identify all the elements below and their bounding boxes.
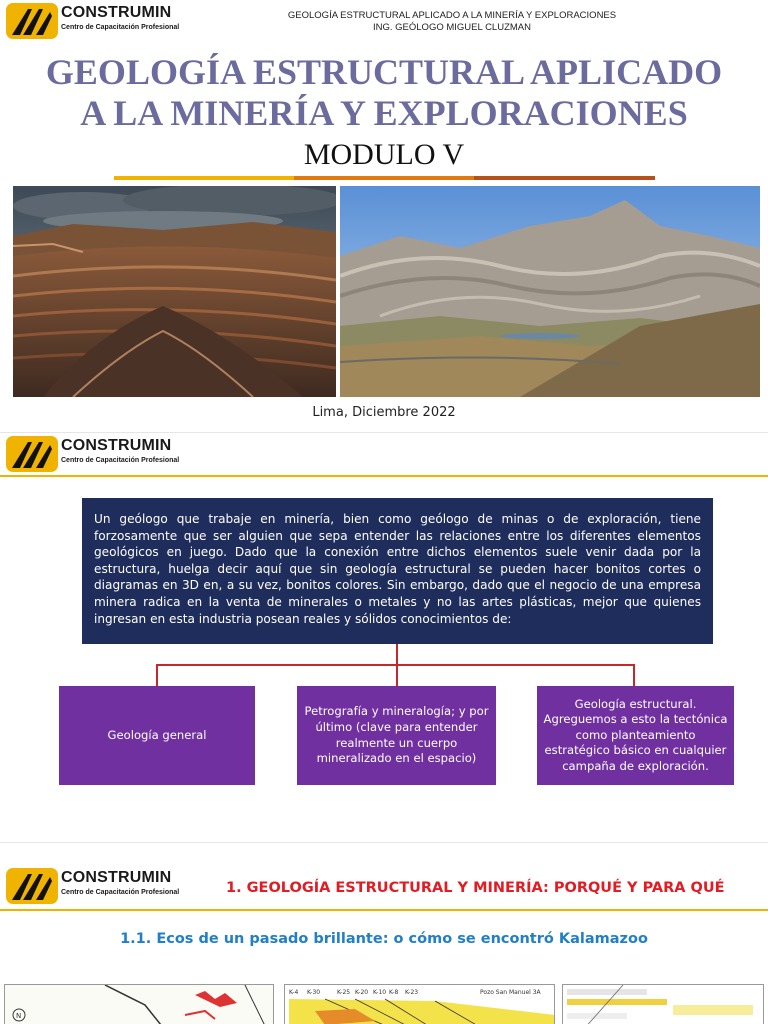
construmin-logo-icon — [6, 868, 58, 904]
construmin-logo — [6, 3, 196, 39]
course-title-line2: A LA MINERÍA Y EXPLORACIONES — [80, 93, 688, 133]
connector-middle — [396, 664, 398, 686]
construmin-logo-icon — [6, 436, 58, 472]
logo-brand: CONSTRUMIN — [61, 4, 172, 21]
deco-bar-yellow — [114, 176, 294, 180]
module-label: MODULO V — [303, 138, 465, 171]
place-date: Lima, Diciembre 2022 — [312, 405, 456, 420]
intro-text-box: Un geólogo que trabaje en minería, bien como geólogo de minas o de exploración, tiene forzosamente que ser alguien que sepa entender las relaciones entre los diferentes elementos geológicos en juego. Dado que la conexión entre dichos elementos suele venir dada por la estructura, huelga decir aquí que sin geología estructural se pueden hacer bonitos cortes o diagramas en 3D en, a su vez, bonitos colores. Sin embargo, dado que el negocio de una empresa minera radica en la venta de minerales o metales y no las artes plásticas, mejor que quienes ingresan en esta industria posean reales y sólidos conocimientos de: — [82, 498, 713, 644]
svg-text:K-20: K-20 — [355, 989, 369, 996]
svg-text:K-4: K-4 — [289, 989, 299, 996]
section-slide — [0, 842, 768, 1024]
branch-general-geology: Geología general — [59, 686, 255, 785]
connector-right — [633, 664, 635, 686]
intro-slide — [0, 432, 768, 842]
cross-section-diagram — [284, 984, 555, 1024]
connector-left — [156, 664, 158, 686]
location-map — [4, 984, 274, 1024]
logo-brand: CONSTRUMIN — [61, 437, 172, 454]
folded-mountains-photo — [340, 186, 760, 397]
logo-tagline: Centro de Capacitación Profesional — [61, 889, 180, 896]
logo-tagline: Centro de Capacitación Profesional — [61, 457, 180, 464]
svg-text:Pozo San Manuel 3A: Pozo San Manuel 3A — [480, 989, 541, 996]
construmin-logo-icon — [6, 3, 58, 39]
connector-stem — [396, 644, 398, 665]
course-title-line1: GEOLOGÍA ESTRUCTURAL APLICADO — [45, 52, 723, 92]
svg-text:N: N — [16, 1012, 22, 1020]
course-title — [20, 52, 748, 134]
header-author: ING. GEÓLOGO MIGUEL CLUZMAN — [372, 22, 531, 33]
header-rule — [0, 909, 768, 911]
title-slide — [0, 0, 768, 432]
construmin-logo — [6, 868, 196, 904]
svg-text:K-30: K-30 — [307, 989, 321, 996]
logo-tagline: Centro de Capacitación Profesional — [61, 24, 180, 31]
svg-text:K-10: K-10 — [373, 989, 387, 996]
subsection-title: 1.1. Ecos de un pasado brillante: o cómo se encontró Kalamazoo — [120, 931, 648, 947]
deco-bar-brown — [474, 176, 655, 180]
deco-bar-orange — [294, 176, 474, 180]
header-course: GEOLOGÍA ESTRUCTURAL APLICADO A LA MINERÍA Y EXPLORACIONES — [287, 10, 617, 21]
branch-petrography: Petrografía y mineralogía; y por último (clave para entender realmente un cuerpo mineralizado en el espacio) — [297, 686, 496, 785]
svg-text:K-23: K-23 — [405, 989, 419, 996]
svg-text:K-8: K-8 — [389, 989, 399, 996]
header-rule — [0, 475, 768, 477]
section-title: 1. GEOLOGÍA ESTRUCTURAL Y MINERÍA: PORQUÉ Y PARA QUÉ — [226, 880, 725, 896]
legend-diagram — [562, 984, 764, 1024]
branch-structural-geology: Geología estructural. Agreguemos a esto la tectónica como planteamiento estratégico básico en cualquier campaña de exploración. — [537, 686, 734, 785]
construmin-logo — [6, 436, 196, 472]
open-pit-mine-photo — [13, 186, 336, 397]
logo-brand: CONSTRUMIN — [61, 869, 172, 886]
svg-text:K-25: K-25 — [337, 989, 351, 996]
